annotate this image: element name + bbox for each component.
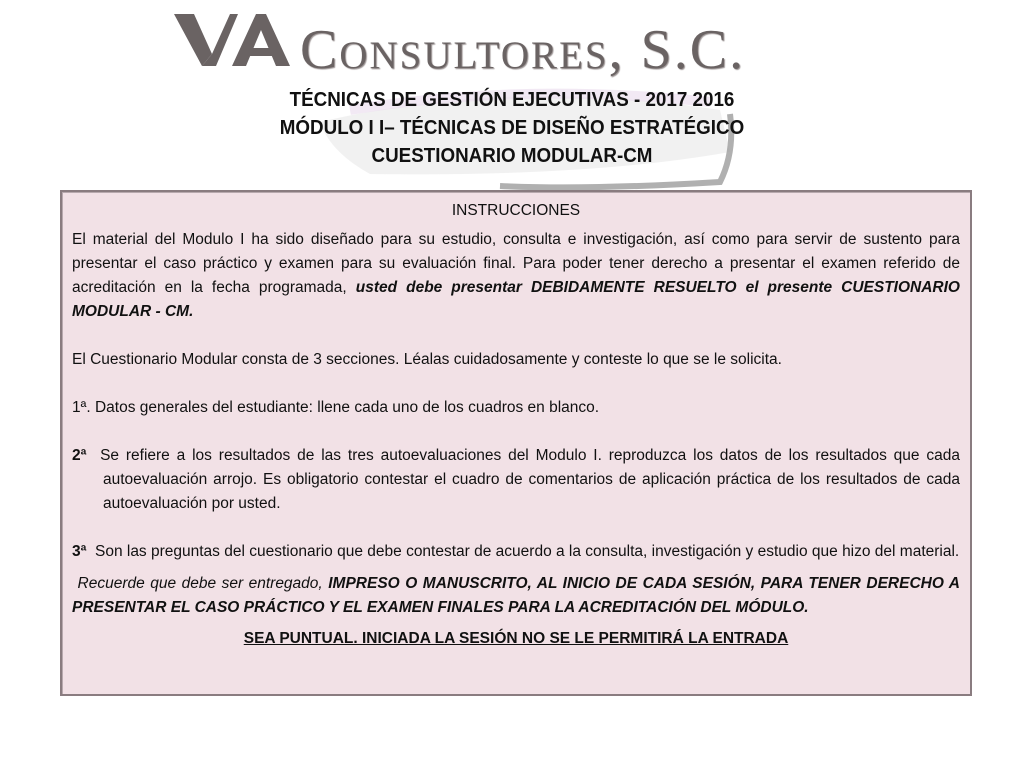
instructions-paragraph-sections: El Cuestionario Modular consta de 3 secciones. Léalas cuidadosamente y conteste lo que se le solicita. xyxy=(72,351,782,368)
delivery-reminder xyxy=(72,572,960,620)
section-3-label: 3ª xyxy=(72,543,87,560)
section-1-description: 1ª. Datos generales del estudiante: llene cada uno de los cuadros en blanco. xyxy=(72,399,600,416)
reminder-emphasis: IMPRESO O MANUSCRITO, AL INICIO DE CADA SESIÓN, PARA TENER DERECHO A PRESENTAR EL CASO PRÁCTICO Y EL EXAMEN FINALES PARA LA ACREDITACIÓN DEL MÓDULO. xyxy=(72,575,961,616)
va-logo-mark xyxy=(172,10,292,70)
document-header xyxy=(0,86,1024,170)
header-line-module: MÓDULO I I– TÉCNICAS DE DISEÑO ESTRATÉGICO xyxy=(279,117,745,139)
instructions-paragraph-intro xyxy=(72,228,960,324)
header-line-course: TÉCNICAS DE GESTIÓN EJECUTIVAS - 2017 2016 xyxy=(289,89,735,111)
company-name: Consultores, S.C. xyxy=(300,19,746,81)
reminder-lead: Recuerde que debe ser entregado, xyxy=(77,575,329,592)
section-2-label: 2ª xyxy=(72,447,87,464)
section-2-description xyxy=(72,444,960,516)
header-line-questionnaire: CUESTIONARIO MODULAR-CM xyxy=(371,145,653,167)
company-logo xyxy=(172,10,852,80)
section-3-text: Son las preguntas del cuestionario que debe contestar de acuerdo a la consulta, investigación y estudio que hizo del material. xyxy=(94,543,960,560)
section-2-text: Se refiere a los resultados de las tres autoevaluaciones del Modulo I. reproduzca los datos de los resultados que cada autoevaluación arrojo. Es obligatorio contestar el cuadro de comentarios de aplicación práctica de los resultados de cada autoevaluación por usted. xyxy=(100,447,960,512)
intro-emphasis: usted debe presentar DEBIDAMENTE RESUELTO el presente CUESTIONARIO MODULAR - CM. xyxy=(72,279,960,320)
intro-text: El material del Modulo I ha sido diseñado para su estudio, consulta e investigación, así como para servir de sustento para presentar el caso práctico y examen para su evaluación final. Para poder tener derecho a presentar el examen referido de acreditación en la fecha programada, xyxy=(72,231,960,296)
instructions-box xyxy=(60,190,972,696)
punctuality-notice: SEA PUNTUAL. INICIADA LA SESIÓN NO SE LE PERMITIRÁ LA ENTRADA xyxy=(243,630,789,647)
instructions-title: INSTRUCCIONES xyxy=(451,202,581,219)
section-3-description xyxy=(72,540,960,564)
